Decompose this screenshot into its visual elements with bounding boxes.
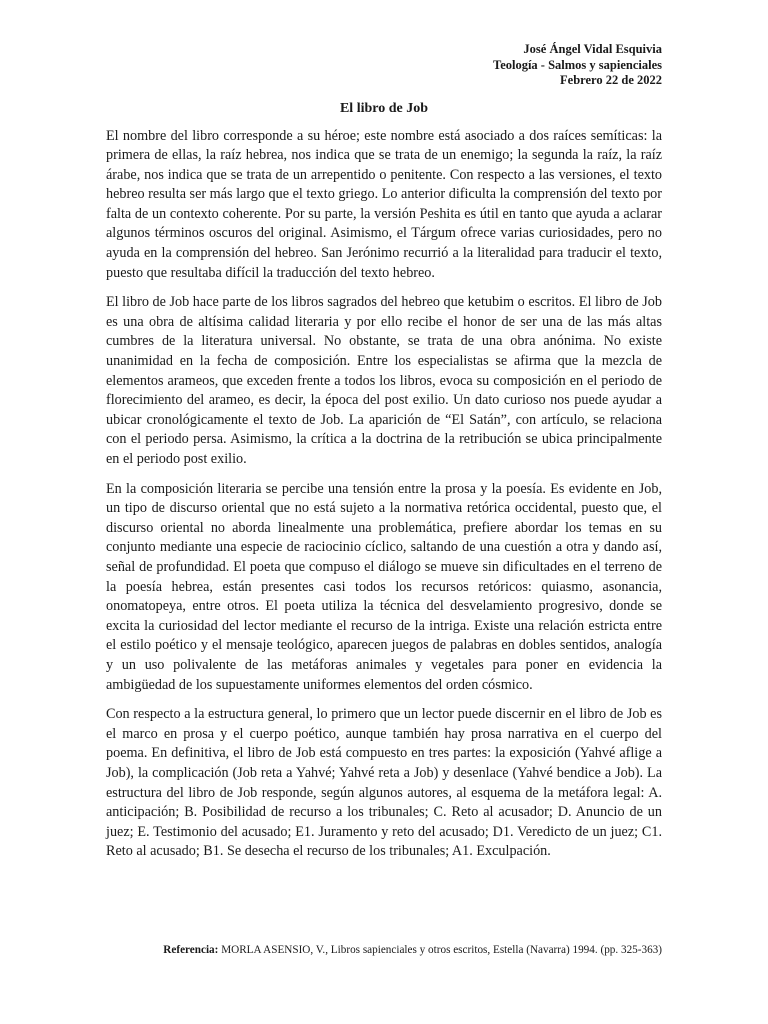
- document-page: [106, 42, 662, 956]
- reference-text: MORLA ASENSIO, V., Libros sapienciales y otros escritos, Estella (Navarra) 1994. (pp. 325-363): [218, 944, 662, 956]
- paragraph-2: El libro de Job hace parte de los libros sagrados del hebreo que ketubim o escritos. El libro de Job es una obra de altísima calidad literaria y por ello recibe el honor de ser una de las más altas cumbres de la literatura universal. No obstante, se trata de una obra anónima. No existe unanimidad en la fecha de composición. Entre los especialistas se afirma que la mezcla de elementos arameos, que exceden frente a todos los libros, evoca su composición en el periodo de florecimiento del arameo, es decir, la época del post exilio. Un dato curioso nos puede ayudar a ubicar cronológicamente el texto de Job. La aparición de “El Satán”, con artículo, se relaciona con el periodo persa. Asimismo, la crítica a la doctrina de la retribución se ubica principalmente en el periodo post exilio.: [106, 294, 662, 467]
- document-date: Febrero 22 de 2022: [560, 73, 662, 87]
- course-name: Teología - Salmos y sapienciales: [493, 57, 662, 72]
- reference-note: [106, 944, 662, 956]
- reference-label: Referencia:: [163, 944, 219, 956]
- author-name: José Ángel Vidal Esquivia: [523, 42, 662, 56]
- paragraph-4: Con respecto a la estructura general, lo primero que un lector puede discernir en el libro de Job es el marco en prosa y el cuerpo poético, aunque también hay prosa narrativa en el cuerpo del poema. En definitiva, el libro de Job está compuesto en tres partes: la exposición (Yahvé aflige a Job), la complicación (Job reta a Yahvé; Yahvé reta a Job) y desenlace (Yahvé bendice a Job). La estructura del libro de Job responde, según algunos autores, al esquema de la metáfora legal: A. anticipación; B. Posibilidad de recurso a los tribunales; C. Reto al acusador; D. Anuncio de un juez; E. Testimonio del acusado; E1. Juramento y reto del acusado; D1. Veredicto de un juez; C1. Reto al acusado; B1. Se desecha el recurso de los tribunales; A1. Exculpación.: [106, 706, 662, 860]
- paragraph-1: El nombre del libro corresponde a su héroe; este nombre está asociado a dos raíces semíticas: la primera de ellas, la raíz hebrea, nos indica que se trata de un enemigo; la segunda la raíz, la raíz árabe, nos indica que se trata de un arrepentido o penitente. Con respecto a las versiones, el texto hebreo resulta ser más largo que el texto griego. Lo anterior dificulta la comprensión del texto por falta de un contexto coherente. Por su parte, la versión Peshita es útil en tanto que ayuda a aclarar algunos términos oscuros del original. Asimismo, el Tárgum ofrece varias curiosidades, pero no ayuda en la comprensión del hebreo. San Jerónimo recurrió a la literalidad para traducir el texto, puesto que resultaba difícil la traducción del texto hebreo.: [106, 127, 662, 281]
- document-header: [106, 42, 662, 89]
- document-title: El libro de Job: [339, 100, 429, 116]
- paragraph-3: En la composición literaria se percibe una tensión entre la prosa y la poesía. Es evidente en Job, un tipo de discurso oriental que no está sujeto a la normativa retórica occidental, puesto que, el discurso oriental no aborda linealmente una problemática, prefiere abordar los temas en su conjunto mediante una especie de raciocinio cíclico, saltando de una cuestión a otra y dando así, señal de profundidad. El poeta que compuso el diálogo se mueve sin dificultades en el terreno de la poesía hebrea, están presentes casi todos los recursos retóricos: quiasmo, asonancia, onomatopeya, entre otros. El poeta utiliza la técnica del desvelamiento progresivo, donde se excita la curiosidad del lector mediante el recurso de la intriga. Existe una relación estricta entre el estilo poético y el mensaje teológico, aparecen juegos de palabras en dobles sentidos, analogía y un uso polivalente de las metáforas animales y vegetales para poner en evidencia la ambigüedad de los supuestamente uniformes elementos del orden cósmico.: [106, 480, 662, 693]
